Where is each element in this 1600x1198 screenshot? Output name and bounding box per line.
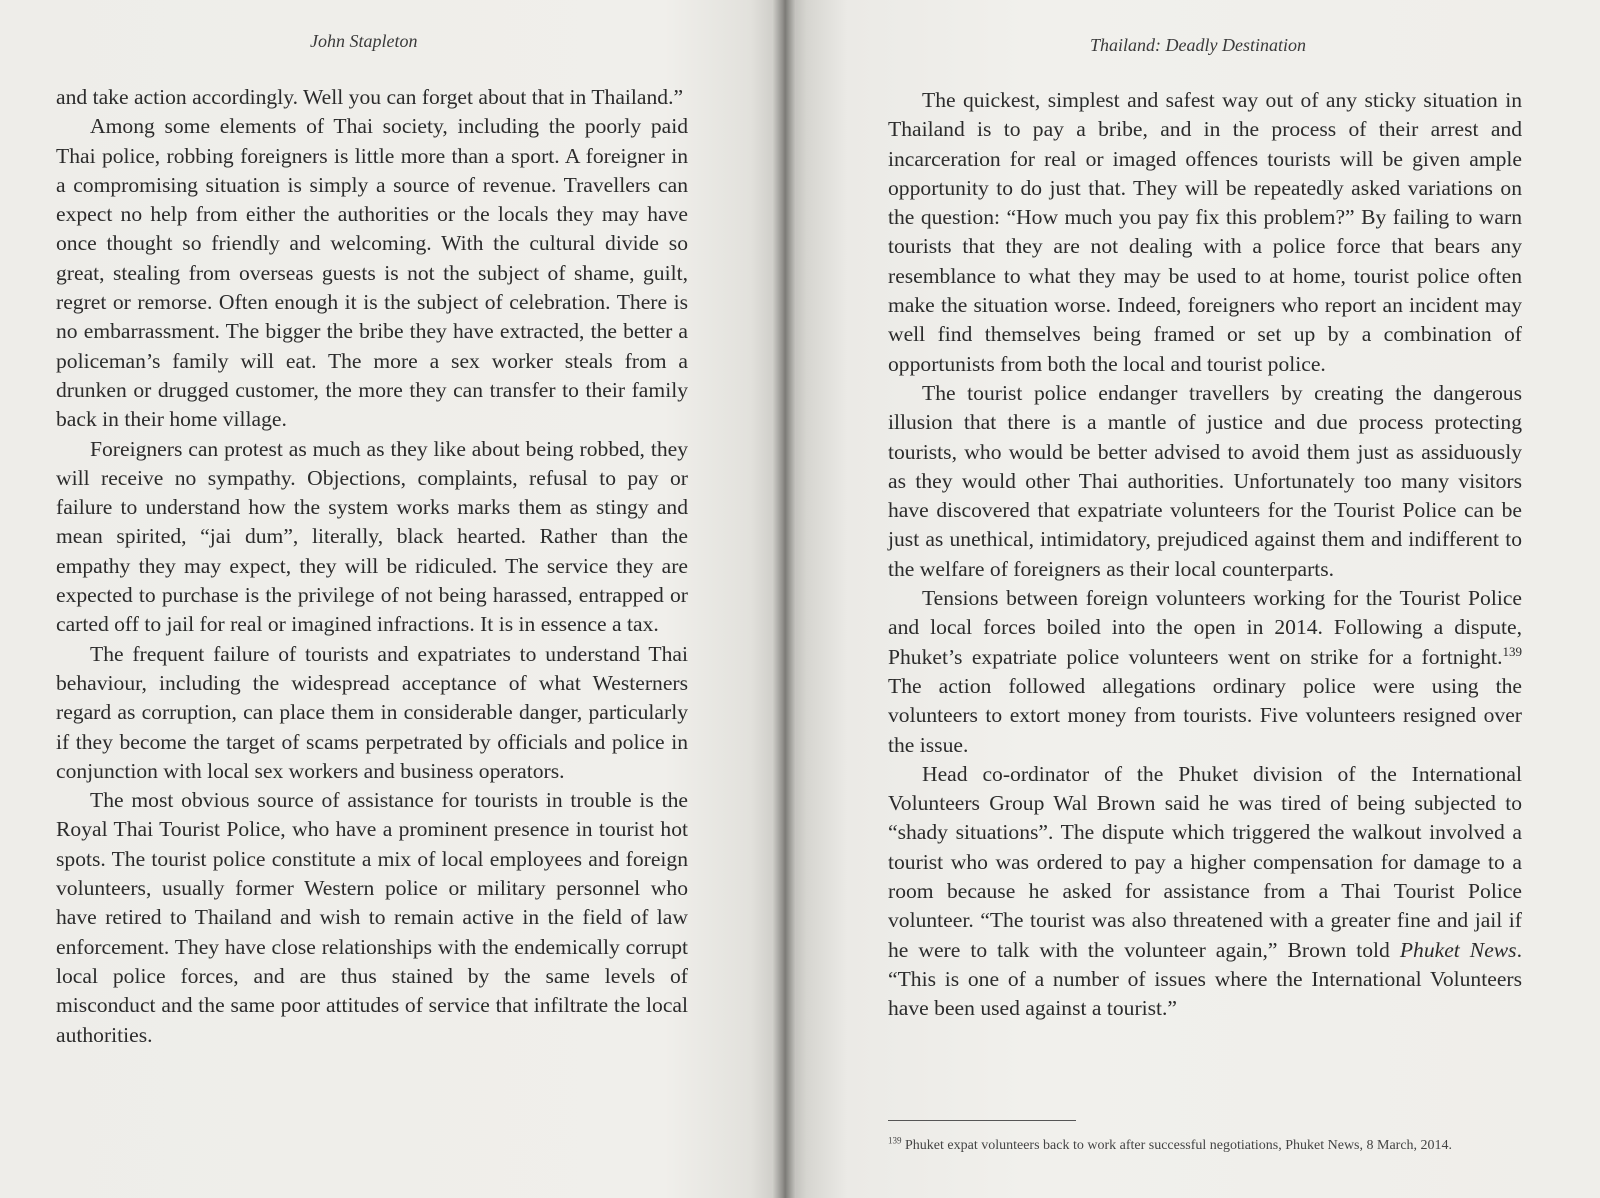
right-page: [782, 0, 1600, 1198]
running-head-title: Thailand: Deadly Destination: [1090, 35, 1306, 55]
right-page-body: [888, 86, 1522, 1024]
footnote: [888, 1137, 1518, 1155]
paragraph: and take action accordingly. Well you can forget about that in Thailand.”: [56, 85, 684, 109]
paragraph-text: Head co-ordinator of the Phuket division of the International Volunteers Group Wal Brown said he was tired of being subjected to “shady situations”. The dispute which triggered the walkout involved a tourist who was ordered to pay a higher compensation for damage to a room because he asked for assistance from a Thai Tourist Police volunteer. “The tourist was also threatened with a greater fine and jail if he were to talk with the volunteer again,” Brown told: [888, 761, 1522, 962]
left-page: [0, 0, 782, 1198]
footnote-divider: [888, 1120, 1076, 1121]
paragraph-text: The action followed allegations ordinary police were using the volunteers to extort money from tourists. Five volunteers resigned over the issue.: [888, 673, 1522, 757]
paragraph: The most obvious source of assistance for tourists in trouble is the Royal Thai Tourist Police, who have a prominent presence in tourist hot spots. The tourist police constitute a mix of local employees and foreign volunteers, usually former Western police or military personnel who have retired to Thailand and wish to remain active in the field of law enforcement. They have close relationships with the endemically corrupt local police forces, and are thus stained by the same levels of misconduct and the same poor attitudes of service that infiltrate the local authorities.: [56, 788, 688, 1047]
paragraph-text: . “This is one of a number of issues where the International Volunteers have been used against a tourist.”: [888, 937, 1522, 1021]
book-gutter: [772, 0, 796, 1198]
footnote-text: Phuket expat volunteers back to work after successful negotiations, Phuket News, 8 March, 2014.: [901, 1138, 1453, 1153]
paragraph: [888, 760, 1522, 1024]
paragraph: The frequent failure of tourists and expatriates to understand Thai behaviour, including the widespread acceptance of what Westerners regard as corruption, can place them in considerable danger, particularly if they become the target of scams perpetrated by officials and police in conjunction with local sex workers and business operators.: [56, 641, 688, 783]
footnote-number: 139: [888, 1135, 902, 1146]
left-page-body: [56, 83, 688, 1050]
paragraph: The tourist police endanger travellers by creating the dangerous illusion that there is a mantle of justice and due process protecting tourists, who would be better advised to avoid them just as assiduously as they would other Thai authorities. Unfortunately too many visitors have discovered that expatriate volunteers for the Tourist Police can be just as unethical, intimidatory, prejudiced against them and indifferent to the welfare of foreigners as their local counterparts.: [888, 380, 1522, 581]
footnote-reference: 139: [1502, 643, 1522, 659]
publication-name: Phuket News: [1399, 937, 1517, 962]
running-head-author: John Stapleton: [310, 31, 418, 51]
paragraph: The quickest, simplest and safest way out of any sticky situation in Thailand is to pay a bribe, and in the process of their arrest and incarceration for real or imaged offences tourists will be given ample opportunity to do just that. They will be repeatedly asked variations on the question: “How much you pay fix this problem?” By failing to warn tourists that they are not dealing with a police force that bears any resemblance to what they may be used to at home, tourist police often make the situation worse. Indeed, foreigners who report an incident may well find themselves being framed or set up by a combination of opportunists from both the local and tourist police.: [888, 88, 1522, 376]
paragraph: [888, 584, 1522, 760]
paragraph: Among some elements of Thai society, including the poorly paid Thai police, robbing foreigners is little more than a sport. A foreigner in a compromising situation is simply a source of revenue. Travellers can expect no help from either the authorities or the locals they may have once thought so friendly and welcoming. With the cultural divide so great, stealing from overseas guests is not the subject of shame, guilt, regret or remorse. Often enough it is the subject of celebration. There is no embarrassment. The bigger the bribe they have extracted, the better a policeman’s family will eat. The more a sex worker steals from a drunken or drugged customer, the more they can transfer to their family back in their home village.: [56, 114, 688, 432]
paragraph: Foreigners can protest as much as they like about being robbed, they will receive no sympathy. Objections, complaints, refusal to pay or failure to understand how the system works marks them as stingy and mean spirited, “jai dum”, literally, black hearted. Rather than the empathy they may expect, they will be ridiculed. The service they are expected to purchase is the privilege of not being harassed, entrapped or carted off to jail for real or imagined infractions. It is in essence a tax.: [56, 436, 688, 637]
paragraph-text: Tensions between foreign volunteers working for the Tourist Police and local forces boiled into the open in 2014. Following a dispute, Phuket’s expatriate police volunteers went on strike for a fortnight.: [888, 586, 1522, 669]
